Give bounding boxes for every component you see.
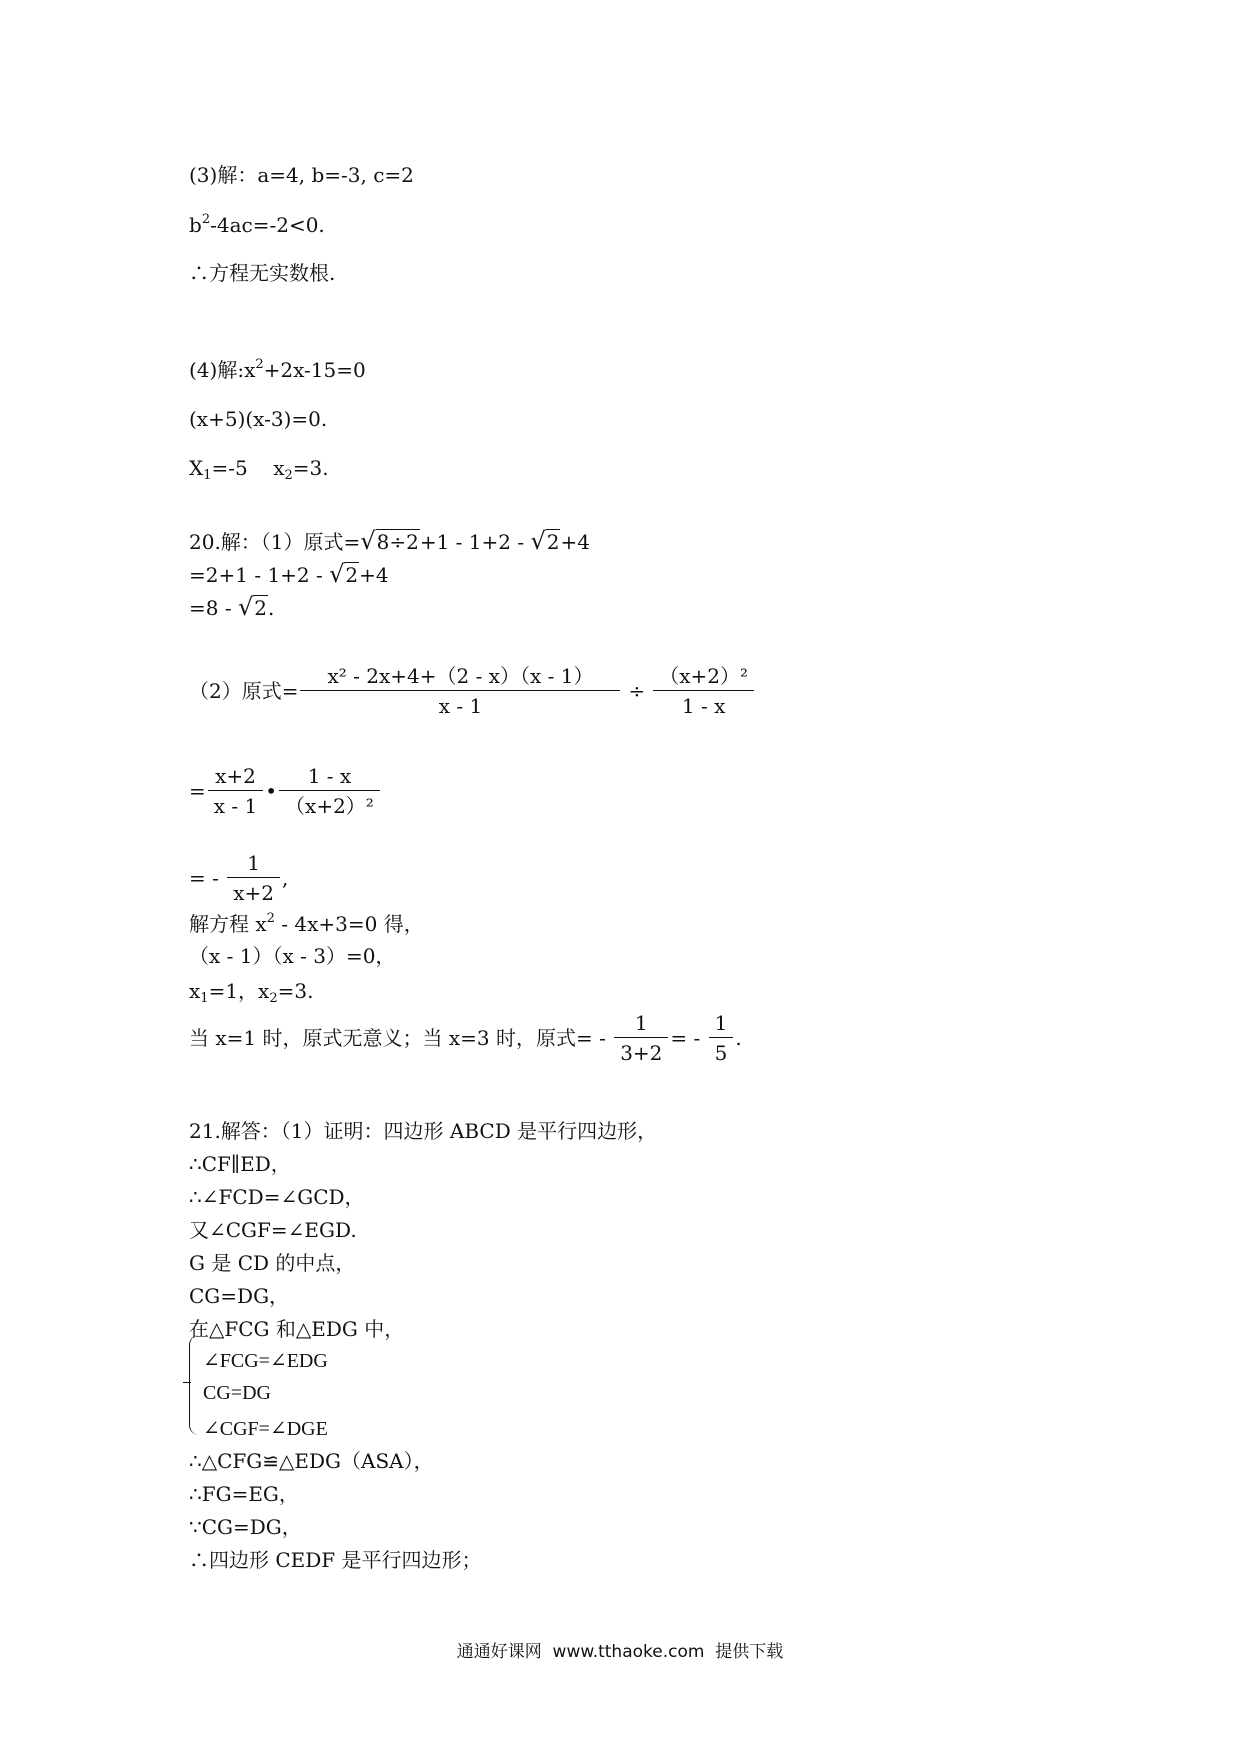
fraction: $\frac{1 - x}{\text{（x+2）²}}$: [279, 765, 380, 817]
radical: √2: [530, 527, 560, 555]
q21-line-4: 又∠CGF=∠EGD.: [189, 1218, 357, 1242]
page-footer: 通通好课网 www.tthaoke.com 提供下载: [456, 1642, 784, 1662]
q20-part2-line-1: （2）原式= $\frac{\text{x² - 2x+4+（2 - x）（x - 1）}}{x - 1}$ ÷ $\frac{\text{（x+2）²}}{1 - x}$: [189, 665, 756, 717]
p4-line-2: (x+5)(x-3)=0.: [189, 407, 328, 431]
fraction: $\frac{x+2}{x - 1}$: [208, 765, 263, 817]
q20-part2-line-6: $x_1=1$，$x_2=3$.: [189, 979, 314, 1006]
q21-line-6: CG=DG，: [189, 1284, 290, 1308]
system-brace-tip: [183, 1382, 191, 1389]
fraction: $\frac{\text{（x+2）²}}{1 - x}$: [653, 665, 754, 717]
fraction: $\frac{\text{x² - 2x+4+（2 - x）（x - 1）}}{x - 1}$: [300, 665, 620, 717]
q21-line-7: 在△FCG 和△EDG 中，: [189, 1317, 405, 1341]
q20-part2-line-3: = - $\frac{1}{x+2}$ ,: [189, 851, 289, 905]
q20-line-1: 20.解：（1）原式=√8÷2+1 - 1+2 - √2+4: [189, 527, 590, 555]
p3-line-2: $b^2-4ac=-2<0$.: [189, 212, 325, 237]
fraction: $\frac{1}{5}$: [709, 1012, 734, 1064]
q21-line-10: ∵CG=DG，: [189, 1515, 302, 1539]
q20-part2-line-7: 当 x=1 时，原式无意义；当 x=3 时，原式= - $\frac{1}{3+2}$ = - $\frac{1}{5}$ .: [189, 1011, 742, 1065]
radical: √2: [329, 560, 359, 588]
radical: √8÷2: [360, 527, 419, 555]
q21-line-2: ∴CF∥ED，: [189, 1152, 291, 1176]
system-eq-2: CG=DG: [203, 1382, 271, 1404]
fraction: $\frac{1}{x+2}$: [227, 852, 280, 904]
q21-line-3: ∴∠FCD=∠GCD，: [189, 1185, 365, 1209]
q21-line-1: 21.解答：（1）证明：四边形 ABCD 是平行四边形，: [189, 1119, 658, 1143]
q20-part2-line-2: = $\frac{x+2}{x - 1}$ • $\frac{1 - x}{\text{（x+2）²}}$: [189, 765, 382, 817]
fraction: $\frac{1}{3+2}$: [614, 1012, 668, 1064]
q21-line-11: ∴四边形 CEDF 是平行四边形；: [189, 1548, 482, 1572]
p3-line-1: (3)解：a=4, b=-3, c=2: [189, 163, 414, 187]
q20-part2-line-4: 解方程 $x^2 - 4x+3=0$ 得，: [189, 911, 424, 936]
q21-line-5: G 是 CD 的中点，: [189, 1251, 356, 1275]
p4-line-3: $X_1=-5$ $x_2=3$.: [189, 456, 329, 483]
p3-line-3: ∴方程无实数根.: [189, 261, 336, 285]
q21-line-8: ∴△CFG≌△EDG（ASA），: [189, 1449, 434, 1473]
q20-line-3: =8 - √2.: [189, 593, 275, 621]
radical: √2: [237, 593, 267, 621]
q20-part2-line-5: （x - 1）（x - 3）=0，: [189, 944, 396, 968]
p4-line-1: (4)解$:x^2+2x-15=0$: [189, 357, 366, 382]
system-eq-3: ∠CGF=∠DGE: [203, 1418, 328, 1440]
system-eq-1: ∠FCG=∠EDG: [203, 1350, 328, 1372]
q20-line-2: =2+1 - 1+2 - √2+4: [189, 560, 389, 588]
q21-line-9: ∴FG=EG，: [189, 1482, 299, 1506]
